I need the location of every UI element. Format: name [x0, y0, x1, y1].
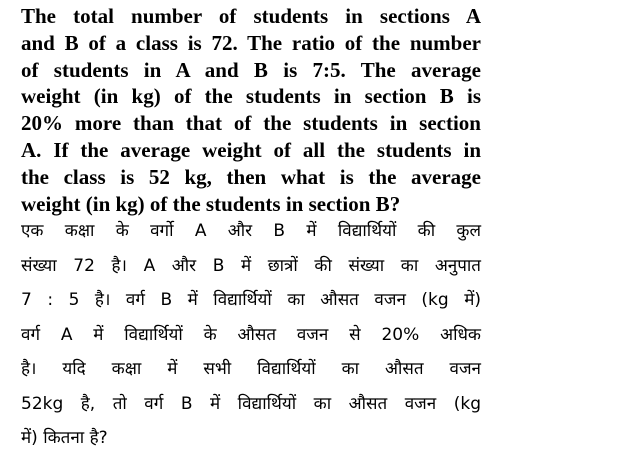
question-english-line: 20% more than that of the students in section	[21, 111, 481, 136]
question-hindi-line: वर्ग A में विद्यार्थियों के औसत वजन से 20% अधिक	[21, 324, 481, 345]
question-english-line: of students in A and B is 7:5. The average	[21, 57, 481, 82]
question-hindi-line: 7 : 5 है। वर्ग B में विद्यार्थियों का औसत वजन (kg में)	[21, 290, 481, 310]
question-english-line: weight (in kg) of the students in section B?	[21, 191, 401, 216]
question-hindi	[21, 214, 481, 456]
question-english-line: and B of a class is 72. The ratio of the number	[21, 30, 481, 55]
question-hindi-line: में) कितना है?	[21, 428, 108, 448]
question-english-line: The total number of students in sections A	[21, 4, 481, 28]
question-english	[21, 3, 481, 217]
question-english-line: the class is 52 kg, then what is the average	[21, 164, 481, 189]
question-hindi-line: 52kg है, तो वर्ग B में विद्यार्थियों का औसत वजन (kg	[21, 393, 481, 414]
question-english-line: weight (in kg) of the students in section B is	[21, 84, 481, 109]
question-hindi-line: है। यदि कक्षा में सभी विद्यार्थियों का औसत वजन	[21, 359, 481, 379]
question-hindi-line: संख्या 72 है। A और B में छात्रों की संख्या का अनुपात	[21, 255, 481, 276]
question-english-line: A. If the average weight of all the students in	[21, 137, 481, 162]
question-hindi-line: एक कक्षा के वर्गो A और B में विद्यार्थियों की कुल	[21, 221, 481, 241]
